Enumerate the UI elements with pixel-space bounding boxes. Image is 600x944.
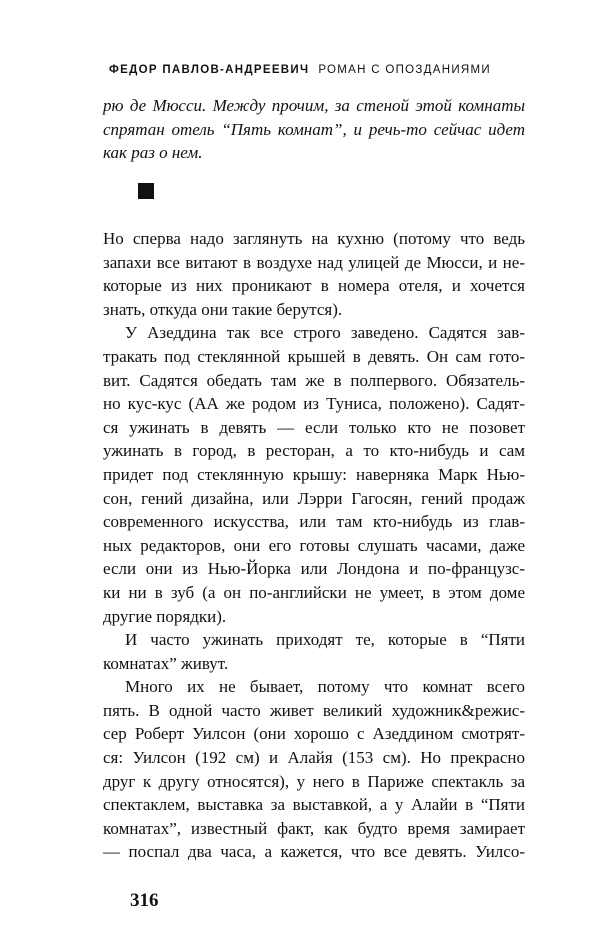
text-line: И часто ужинать приходят те, которые в “Пяти — [125, 630, 525, 650]
text-line: но кус-кус (АА же родом из Туниса, положено). Садят- — [103, 394, 525, 414]
text-line: ся ужинать в девять — если только кто не позовет — [103, 417, 525, 437]
text-line: спрятан отель “Пять комнат”, и речь-то сейчас идет — [103, 119, 525, 139]
page-number: 316 — [130, 890, 159, 911]
text-line: Много их не бывает, потому что комнат всего — [125, 677, 525, 697]
text-line: — поспал два часа, а кажется, что все девять. Уилсо- — [103, 842, 525, 862]
text-line: рю де Мюсси. Между прочим, за стеной этой комнаты — [103, 96, 525, 115]
text-line: спектаклем, выставка за выставкой, а у Алайи в “Пяти — [103, 795, 525, 815]
header-title: РОМАН С ОПОЗДАНИЯМИ — [318, 64, 491, 76]
text-line: знать, откуда они такие берутся). — [103, 299, 343, 319]
header-author: ФЕДОР ПАВЛОВ-АНДРЕЕВИЧ — [109, 64, 310, 76]
text-line: тракать под стеклянной крышей в девять. Он сам гото- — [103, 346, 525, 366]
text-line: Но сперва надо заглянуть на кухню (потому что ведь — [103, 229, 525, 248]
opening-italic-paragraph — [103, 94, 525, 165]
running-head — [0, 64, 600, 76]
text-line: сер Роберт Уилсон (они хорошо с Азеддином смотрят- — [103, 724, 525, 744]
text-line: комнатах” живут. — [103, 653, 229, 673]
text-line: если они из Нью-Йорка или Лондона и по-французс- — [103, 559, 525, 579]
text-line: вит. Садятся обедать там же в полпервого. Обязатель- — [103, 370, 525, 390]
text-line: комнатах”, известный факт, как будто время замирает — [103, 818, 525, 838]
section-break-square — [138, 183, 154, 199]
text-line: ся: Уилсон (192 см) и Алайя (153 см). Но прекрасно — [103, 748, 525, 768]
text-line: запахи все витают в воздухе над улицей де Мюсси, и не- — [103, 252, 525, 272]
body-text — [103, 227, 525, 864]
text-line: У Азеддина так все строго заведено. Садятся зав- — [125, 323, 525, 343]
text-line: ки ни в зуб (а он по-английски не умеет, в этом доме — [103, 582, 525, 602]
text-line: ужинать в город, в ресторан, а то кто-нибудь и сам — [103, 441, 525, 461]
text-line: ных редакторов, они его готовы слушать часами, даже — [103, 535, 525, 555]
text-line: друг к другу относятся), у него в Париже спектакль за — [103, 771, 525, 791]
text-line: современного искусства, или там кто-нибудь из глав- — [103, 512, 525, 532]
text-line: другие порядки). — [103, 606, 227, 626]
text-line: которые из них проникают в номера отеля, и хочется — [103, 276, 525, 296]
text-line: придет под стеклянную крышу: наверняка Марк Нью- — [103, 464, 525, 484]
text-line: сон, гений дизайна, или Лэрри Гагосян, гений продаж — [103, 488, 525, 508]
text-line: как раз о нем. — [103, 143, 203, 163]
text-line: пять. В одной часто живет великий художник&режис- — [103, 700, 525, 720]
